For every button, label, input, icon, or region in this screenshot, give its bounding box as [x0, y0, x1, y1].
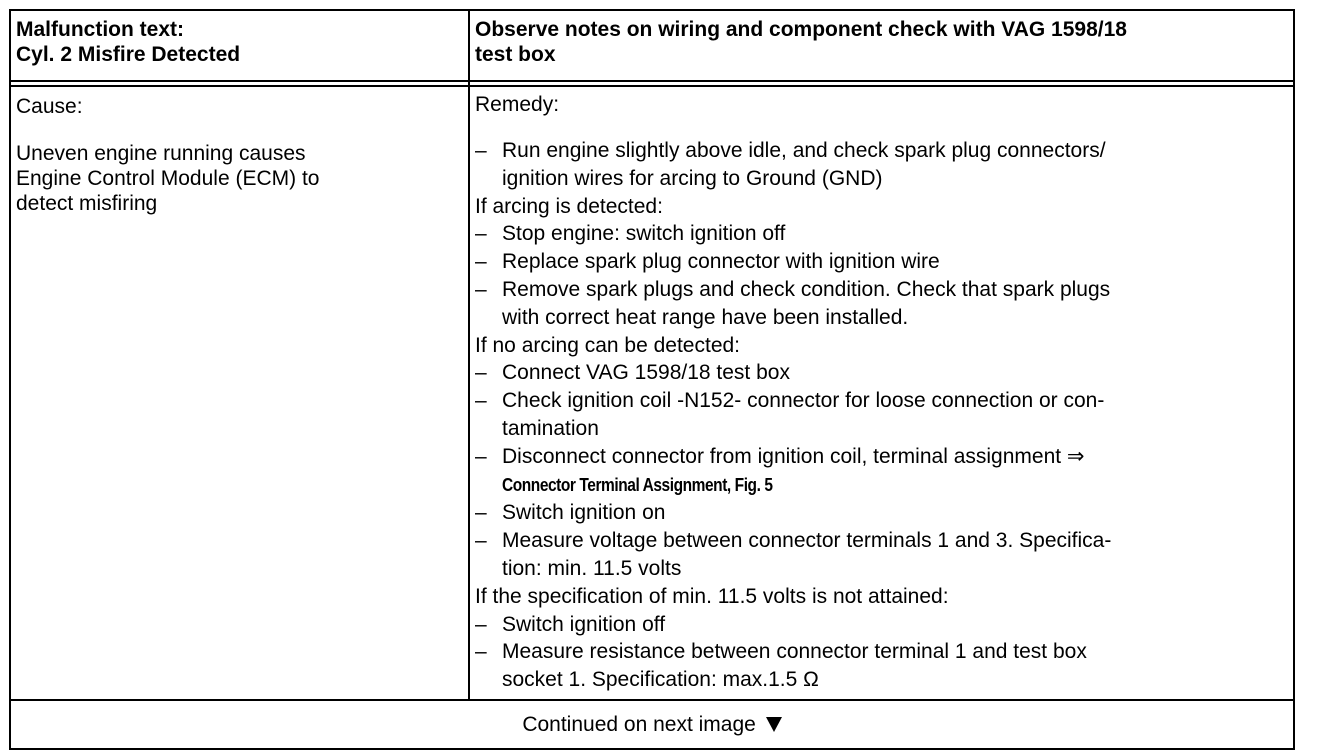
notes-header	[470, 11, 1293, 80]
malfunction-label: Malfunction text:	[16, 18, 184, 41]
remedy-step	[475, 220, 1293, 248]
header-rule-1	[11, 80, 1293, 82]
remedy-step	[475, 359, 1293, 387]
step-line: tamination	[502, 416, 599, 440]
diagnostic-table	[9, 9, 1295, 750]
remedy-step	[475, 137, 1293, 193]
cause-text	[16, 141, 468, 216]
step-line: Switch ignition on	[502, 501, 666, 525]
step-line: Stop engine: switch ignition off	[502, 222, 786, 246]
remedy-step	[475, 611, 1293, 639]
step-line: Disconnect connector from ignition coil, terminal assignment ⇒	[502, 444, 1085, 468]
step-line: Replace spark plug connector with ignition wire	[502, 250, 940, 274]
column-divider-top	[468, 11, 470, 91]
dash-bullet: –	[475, 389, 487, 413]
step-line: with correct heat range have been installed.	[502, 305, 909, 329]
dash-bullet: –	[475, 501, 487, 525]
remedy-step	[475, 443, 1293, 500]
remedy-steps	[475, 137, 1293, 694]
dash-bullet: –	[475, 444, 487, 468]
dash-bullet: –	[475, 640, 487, 664]
step-line: Measure voltage between connector terminals 1 and 3. Specifica-	[502, 529, 1112, 553]
dash-bullet: –	[475, 277, 487, 301]
cause-label: Cause:	[16, 95, 83, 118]
remedy-column	[470, 91, 1293, 694]
dash-bullet: –	[475, 250, 487, 274]
condition-line: If no arcing can be detected:	[475, 333, 741, 357]
remedy-step	[475, 387, 1293, 443]
remedy-step	[475, 248, 1293, 276]
condition-line: If the specification of min. 11.5 volts is not attained:	[475, 584, 949, 608]
malfunction-header	[11, 11, 468, 80]
step-line: ignition wires for arcing to Ground (GND)	[502, 166, 883, 190]
step-line: Check ignition coil -N152- connector for loose connection or con-	[502, 389, 1105, 413]
dash-bullet: –	[475, 361, 487, 385]
remedy-step	[475, 276, 1293, 332]
step-line: Run engine slightly above idle, and check spark plug connectors/	[502, 139, 1106, 162]
remedy-step	[475, 638, 1293, 694]
malfunction-value: Cyl. 2 Misfire Detected	[16, 43, 241, 66]
step-line: tion: min. 11.5 volts	[502, 556, 682, 580]
notes-line-2: test box	[475, 43, 556, 66]
dash-bullet: –	[475, 529, 487, 553]
step-line: Remove spark plugs and check condition. Check that spark plugs	[502, 277, 1111, 301]
connector-assignment-link[interactable]: Connector Terminal Assignment, Fig. 5	[502, 474, 773, 495]
notes-line-1: Observe notes on wiring and component check with VAG 1598/18	[475, 18, 1127, 41]
dash-bullet: –	[475, 139, 487, 162]
step-line: Connect VAG 1598/18 test box	[502, 361, 790, 385]
continued-text[interactable]: Continued on next image	[522, 713, 756, 736]
dash-bullet: –	[475, 612, 487, 636]
remedy-step	[475, 499, 1293, 527]
dash-bullet: –	[475, 222, 487, 246]
down-triangle-icon	[766, 717, 782, 732]
step-line: Measure resistance between connector terminal 1 and test box	[502, 640, 1087, 664]
remedy-label: Remedy:	[475, 93, 560, 116]
cause-column	[11, 91, 468, 216]
cause-line: detect misfiring	[16, 192, 158, 215]
step-line: Switch ignition off	[502, 612, 666, 636]
condition-line: If arcing is detected:	[475, 194, 663, 218]
cause-line: Uneven engine running causes	[16, 142, 306, 165]
cause-line: Engine Control Module (ECM) to	[16, 167, 320, 190]
header-rule-2	[11, 85, 1293, 87]
remedy-step	[475, 527, 1293, 583]
step-line: socket 1. Specification: max.1.5 Ω	[502, 668, 819, 692]
continued-footer[interactable]	[11, 701, 1293, 748]
